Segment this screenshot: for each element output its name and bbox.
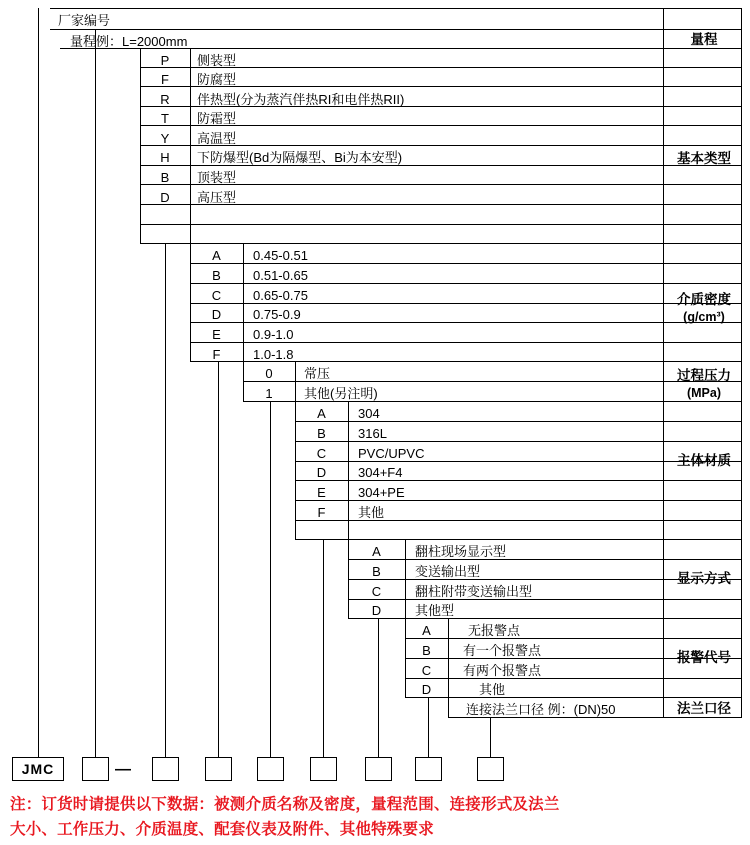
material-desc-0: 304: [358, 406, 380, 421]
group-label-basic-type: 基本类型: [677, 151, 731, 166]
material-code-3: D: [316, 465, 327, 480]
group-label-pressure: [666, 367, 742, 402]
range-example-label: 量程例：L=2000mm: [70, 34, 188, 49]
basic-type-code-0: P: [160, 53, 170, 68]
density-desc-0: 0.45-0.51: [253, 248, 308, 263]
vrule-alm-code: [448, 618, 449, 697]
group-label-pressure-text: 过程压力: [677, 368, 731, 383]
vrule-disp-code: [405, 539, 406, 618]
rule-disp-4: [348, 618, 742, 619]
pressure-desc-1: 其他(另注明): [304, 386, 378, 401]
group-label-density-text: 介质密度: [677, 292, 731, 307]
leader-line-material: [323, 539, 324, 757]
alarm-desc-1: 有一个报警点: [463, 643, 542, 658]
rule-alm-4: [405, 697, 742, 698]
leader-line-alarm: [428, 697, 429, 757]
manufacturer-code-label: 厂家编号: [58, 13, 111, 28]
density-code-2: C: [211, 288, 222, 303]
code-box-density[interactable]: [205, 757, 232, 781]
alarm-code-1: B: [422, 643, 431, 658]
basic-type-code-6: B: [160, 170, 170, 185]
order-note-line2: 大小、工作压力、介质温度、配套仪表及附件、其他特殊要求: [10, 821, 434, 838]
rule-header-1: [50, 29, 742, 30]
basic-type-code-2: R: [160, 92, 170, 107]
material-desc-3: 304+F4: [358, 465, 403, 480]
material-code-4: E: [317, 485, 326, 500]
basic-type-code-1: F: [161, 72, 169, 87]
group-label-range: 量程: [690, 32, 718, 47]
leader-line-pressure: [270, 401, 271, 757]
rule-top: [50, 8, 742, 9]
vrule-right-outer: [741, 8, 742, 717]
vrule-pr-code: [295, 361, 296, 401]
vrule-flg-left: [448, 697, 449, 717]
separator-dash: —: [115, 761, 131, 778]
rule-disp-3: [348, 599, 742, 600]
code-box-flange[interactable]: [477, 757, 504, 781]
leader-line-manufacturer: [38, 8, 39, 757]
group-label-alarm: 报警代号: [677, 650, 731, 665]
density-code-4: E: [212, 327, 221, 342]
group-label-density: [666, 291, 742, 326]
basic-type-desc-2: 伴热型(分为蒸汽伴热RI和电伴热RII): [197, 92, 405, 107]
alarm-desc-3: 其他: [479, 682, 506, 697]
rule-bt-10: [140, 243, 742, 244]
display-code-3: D: [371, 603, 382, 618]
pressure-code-1: 1: [265, 386, 273, 401]
density-desc-3: 0.75-0.9: [253, 307, 301, 322]
pressure-desc-0: 常压: [304, 366, 331, 381]
density-desc-5: 1.0-1.8: [253, 347, 294, 362]
material-desc-4: 304+PE: [358, 485, 405, 500]
leader-line-display: [378, 618, 379, 757]
group-label-material: 主体材质: [677, 453, 731, 468]
density-code-3: D: [211, 307, 222, 322]
alarm-code-0: A: [422, 623, 431, 638]
density-code-0: A: [212, 248, 221, 263]
order-note-line1: 注：订货时请提供以下数据：被测介质名称及密度，量程范围、连接形式及法兰: [10, 796, 560, 813]
vrule-mat-code: [348, 401, 349, 539]
display-code-0: A: [372, 544, 381, 559]
basic-type-desc-4: 高温型: [197, 131, 237, 146]
alarm-desc-2: 有两个报警点: [463, 663, 542, 678]
display-desc-3: 其他型: [415, 603, 455, 618]
code-box-basic-type[interactable]: [152, 757, 179, 781]
alarm-code-3: D: [421, 682, 432, 697]
pressure-code-0: 0: [265, 366, 273, 381]
basic-type-code-4: Y: [160, 131, 170, 146]
alarm-desc-0: 无报警点: [468, 623, 521, 638]
density-desc-4: 0.9-1.0: [253, 327, 294, 342]
leader-line-basic-type: [165, 243, 166, 757]
basic-type-code-5: H: [160, 150, 170, 165]
alarm-code-2: C: [421, 663, 432, 678]
material-desc-1: 316L: [358, 426, 387, 441]
display-code-2: C: [371, 584, 382, 599]
basic-type-code-7: D: [160, 190, 170, 205]
order-note: [10, 792, 745, 842]
material-code-5: F: [317, 505, 326, 520]
material-desc-2: PVC/UPVC: [358, 446, 425, 461]
vrule-den-code: [243, 243, 244, 361]
display-desc-0: 翻柱现场显示型: [415, 544, 507, 559]
rule-bt-9: [140, 224, 742, 225]
code-box-range[interactable]: [82, 757, 109, 781]
basic-type-desc-5: 下防爆型(Bd为隔爆型、Bi为本安型): [197, 150, 403, 165]
leader-line-flange: [490, 717, 491, 757]
rule-mat-7: [295, 539, 742, 540]
basic-type-code-3: T: [161, 111, 169, 126]
material-code-0: A: [317, 406, 326, 421]
rule-alm-1: [405, 638, 742, 639]
flange-desc: 连接法兰口径 例：(DN)50: [466, 702, 616, 717]
material-desc-5: 其他: [358, 505, 385, 520]
material-code-2: C: [316, 446, 327, 461]
basic-type-desc-3: 防霜型: [197, 111, 237, 126]
display-code-1: B: [372, 564, 381, 579]
code-box-material[interactable]: [310, 757, 337, 781]
code-box-pressure[interactable]: [257, 757, 284, 781]
group-label-pressure-unit: (MPa): [686, 386, 722, 400]
vrule-right-inner: [663, 8, 664, 717]
rule-disp-1: [348, 559, 742, 560]
material-code-1: B: [317, 426, 326, 441]
model-prefix-box[interactable]: JMC: [12, 757, 64, 781]
density-code-1: B: [212, 268, 221, 283]
group-label-flange: 法兰口径: [677, 701, 731, 716]
display-desc-1: 变送输出型: [415, 564, 481, 579]
basic-type-desc-7: 高压型: [197, 190, 237, 205]
code-box-display[interactable]: [365, 757, 392, 781]
code-box-alarm[interactable]: [415, 757, 442, 781]
density-desc-2: 0.65-0.75: [253, 288, 308, 303]
density-desc-1: 0.51-0.65: [253, 268, 308, 283]
density-code-5: F: [212, 347, 221, 362]
vrule-bt-code: [190, 48, 191, 244]
basic-type-desc-1: 防腐型: [197, 72, 237, 87]
basic-type-desc-6: 顶装型: [197, 170, 237, 185]
group-label-display: 显示方式: [677, 571, 731, 586]
basic-type-desc-0: 侧装型: [197, 53, 237, 68]
leader-line-density: [218, 361, 219, 757]
display-desc-2: 翻柱附带变送输出型: [415, 584, 533, 599]
rule-alm-3: [405, 678, 742, 679]
group-label-density-unit: (g/cm³): [683, 310, 725, 324]
leader-line-range: [95, 29, 96, 757]
